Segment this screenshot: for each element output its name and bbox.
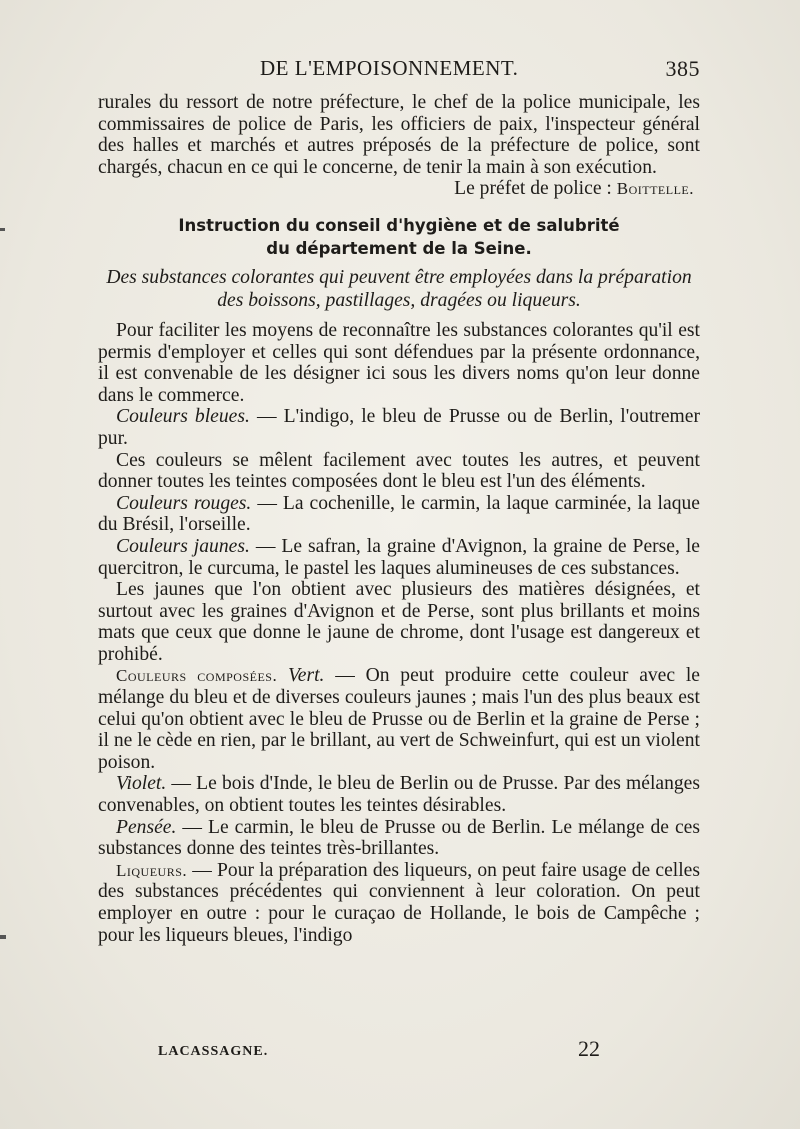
yellow-label: Couleurs jaunes.: [116, 535, 250, 557]
violet-label: Violet.: [116, 773, 167, 795]
green-text: — On peut produire cette couleur avec le mélange du bleu et de diverses couleurs jaunes ; mais l'un des plus beaux est celui qu'on obtient avec le bleu de Prusse ou de Berlin et la graine de Perse ; il ne le cède en rien, par le brillant, au vert de Schweinfurt, qui est un violent poison.: [98, 665, 700, 773]
paragraph-mixing: Ces couleurs se mêlent facilement avec toutes les autres, et peuvent donner toutes les teintes composées dont le bleu est l'un des éléments.: [98, 449, 700, 493]
liqueurs-text: — Pour la préparation des liqueurs, on peut faire usage de celles des substances précédentes qui conviennent à leur coloration. On peut employer en outre : pour le curaçao de Hollande, le bois de Campêche ; pour les liqueurs bleues, l'indigo: [98, 859, 700, 946]
paragraph-yellow: [98, 536, 700, 579]
liqueurs-label: Liqueurs.: [116, 860, 188, 880]
section-heading-line-1: Instruction du conseil d'hygiène et de salubrité: [178, 215, 620, 235]
paragraph-liqueurs: [98, 860, 700, 946]
ordinance-ending: rurales du ressort de notre préfecture, le chef de la police municipale, les commissaires de police de Paris, les officiers de paix, l'inspecteur général des halles et marchés et autres préposés de la préfecture de police, sont chargés, chacun en ce qui le concerne, de tenir la main à son exécution.: [98, 92, 700, 178]
composite-label: Couleurs composées.: [116, 666, 278, 686]
section-subheading: Des substances colorantes qui peuvent être employées dans la préparation des boissons, pastillages, dragées ou liqueurs.: [106, 266, 692, 311]
yellow-text: — Le safran, la graine d'Avignon, la graine de Perse, le quercitron, le curcuma, le pastel les laques alumineuses de ces substances.: [98, 535, 700, 579]
green-label: Vert.: [288, 665, 325, 687]
page-header: [115, 50, 700, 86]
signature-name: Boittelle.: [616, 179, 694, 199]
red-text: — La cochenille, le carmin, la laque carminée, la laque du Brésil, l'orseille.: [98, 492, 700, 536]
intro-paragraph: Pour faciliter les moyens de reconnaître les substances colorantes qu'il est permis d'employer et celles qui sont défendues par la présente ordonnance, il est convenable de les désigner ici sous les divers noms qu'on leur donne dans le commerce.: [98, 319, 700, 406]
signature-line: [98, 178, 694, 200]
paragraph-red: [98, 493, 700, 536]
blue-text: — L'indigo, le bleu de Prusse ou de Berlin, l'outremer pur.: [98, 406, 700, 449]
binding-edge-mark-top: [0, 228, 5, 231]
paragraph-violet: [98, 773, 700, 816]
paragraph-blue: [98, 406, 700, 449]
section-heading-line-2: du département de la Seine.: [266, 238, 532, 258]
signature-text: Le préfet de police :: [454, 178, 617, 200]
page-number: 385: [665, 56, 700, 81]
page-body: [98, 92, 700, 946]
red-label: Couleurs rouges.: [116, 492, 252, 514]
running-title: DE L'EMPOISONNEMENT.: [260, 56, 519, 80]
paragraph-pansy: [98, 817, 700, 860]
violet-text: — Le bois d'Inde, le bleu de Berlin ou de Prusse. Par des mélanges convenables, on obtient toutes les teintes désirables.: [98, 773, 700, 817]
blue-label: Couleurs bleues.: [116, 406, 250, 428]
paragraph-yellow-notes: Les jaunes que l'on obtient avec plusieurs des matières désignées, et surtout avec les graines d'Avignon et de Perse, sont plus brillants et moins mats que ceux que donne le jaune de chrome, dont l'usage est dangereux et prohibé.: [98, 579, 700, 665]
binding-edge-mark-bottom: [0, 935, 6, 939]
page-footer: [158, 1030, 608, 1070]
signature-mark: 22: [578, 1036, 600, 1061]
pansy-label: Pensée.: [116, 816, 177, 838]
footer-author: LACASSAGNE.: [158, 1044, 269, 1059]
paragraph-green: [98, 665, 700, 773]
pansy-text: — Le carmin, le bleu de Prusse ou de Berlin. Le mélange de ces substances donne des teintes très-brillantes.: [98, 816, 700, 860]
